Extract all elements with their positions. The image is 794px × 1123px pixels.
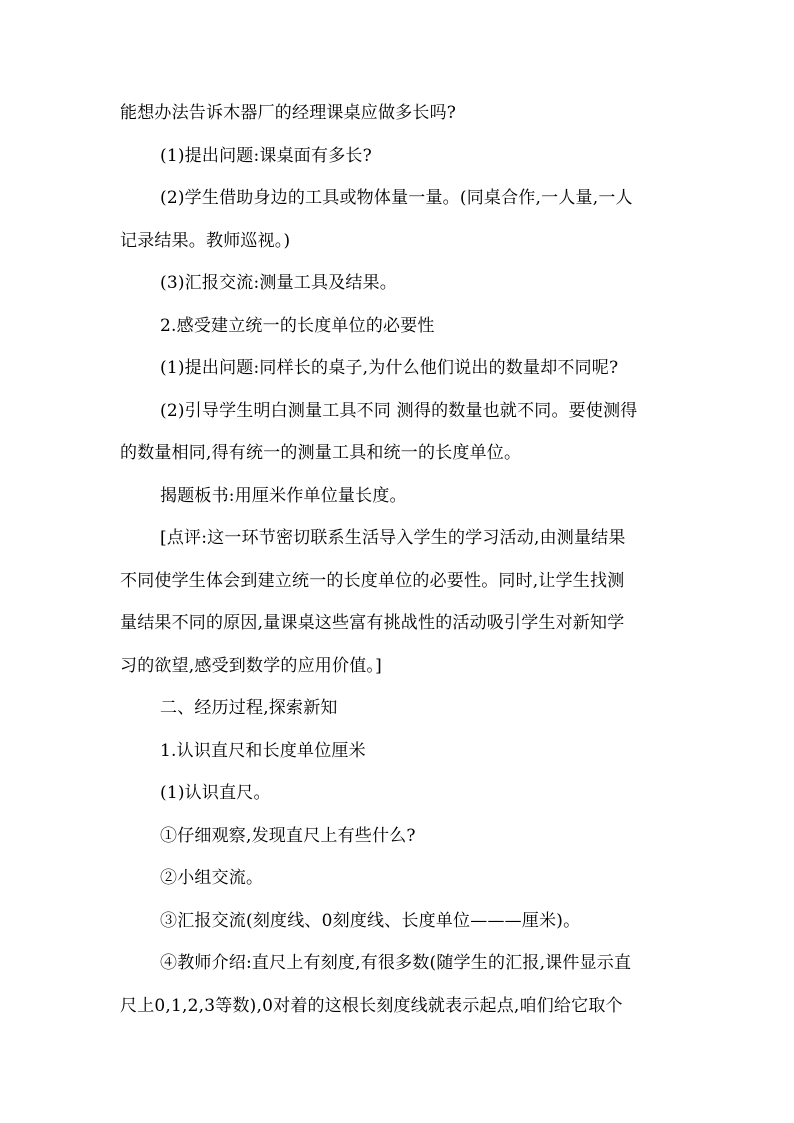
text-line: 记录结果。教师巡视。) — [120, 230, 291, 251]
text-line: (1)提出问题:课桌面有多长? — [160, 145, 372, 166]
comment-line: 习的欲望,感受到数学的应用价值。] — [120, 655, 382, 676]
text-line: (1)提出问题:同样长的桌子,为什么他们说出的数量却不同呢? — [160, 358, 619, 378]
list-item: ③汇报交流(刻度线、0刻度线、长度单位———厘米)。 — [160, 910, 581, 931]
text-line: (3)汇报交流:测量工具及结果。 — [160, 273, 398, 293]
text-line: (1)认识直尺。 — [160, 783, 271, 803]
list-item: ②小组交流。 — [160, 868, 264, 888]
text-line: (2)学生借助身边的工具或物体量一量。(同桌合作,一人量,一人 — [160, 188, 633, 208]
text-line: (2)引导学生明白测量工具不同 测得的数量也就不同。要使测得 — [160, 400, 638, 421]
list-item: ④教师介绍:直尺上有刻度,有很多数(随学生的汇报,课件显示直 — [160, 953, 632, 973]
section-heading: 2.感受建立统一的长度单位的必要性 — [160, 315, 435, 336]
section-heading: 1.认识直尺和长度单位厘米 — [160, 740, 366, 761]
list-item: ①仔细观察,发现直尺上有些什么? — [160, 825, 416, 846]
text-line: 揭题板书:用厘米作单位量长度。 — [160, 485, 407, 506]
comment-line: [点评:这一环节密切联系生活导入学生的学习活动,由测量结果 — [160, 528, 626, 548]
text-line: 尺上0,1,2,3等数),0对着的这根长刻度线就表示起点,咱们给它取个 — [120, 995, 623, 1016]
comment-line: 量结果不同的原因,量课桌这些富有挑战性的活动吸引学生对新知学 — [120, 613, 625, 633]
text-line: 能想办法告诉木器厂的经理课桌应做多长吗? — [120, 103, 457, 123]
text-line: 的数量相同,得有统一的测量工具和统一的长度单位。 — [120, 443, 522, 463]
comment-line: 不同使学生体会到建立统一的长度单位的必要性。同时,让学生找测 — [120, 570, 625, 591]
document-body — [120, 103, 680, 1038]
section-heading: 二、经历过程,探索新知 — [160, 698, 338, 718]
